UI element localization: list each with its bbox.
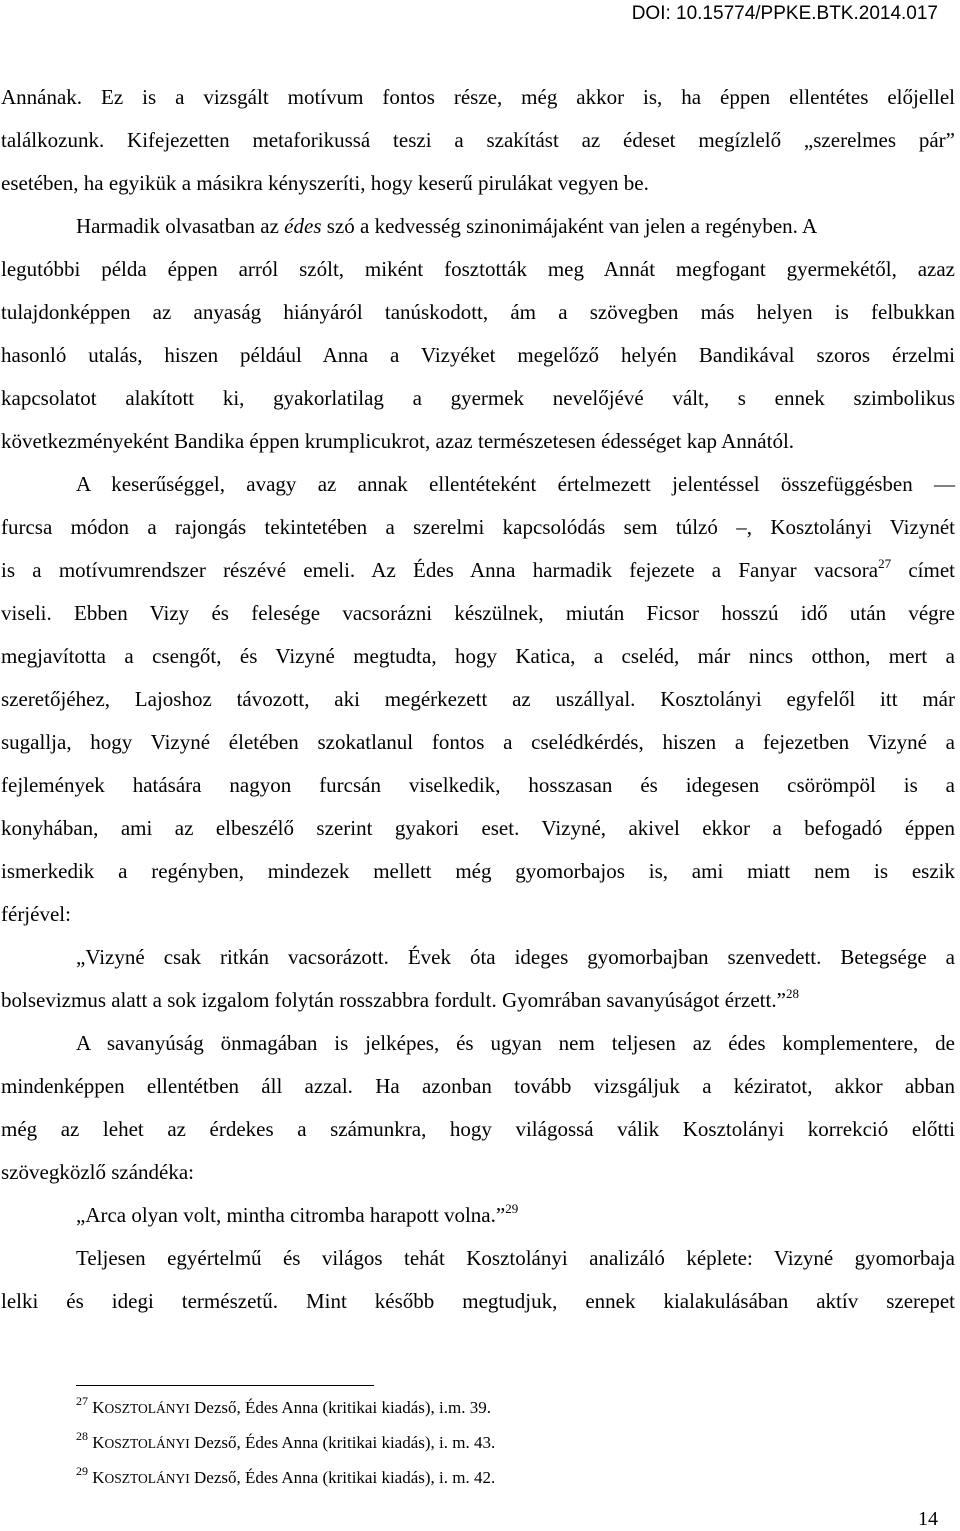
body-line: legutóbbi példa éppen arról szólt, miként fosztották meg Annát megfogant gyermekétől, azaz <box>1 257 955 281</box>
doi-header: DOI: 10.15774/PPKE.BTK.2014.017 <box>631 3 938 24</box>
footnote-ref: 29 <box>505 1201 519 1216</box>
body-line: tulajdonképpen az anyaság hiányáról tanúskodott, ám a szövegben más helyen is felbukkan <box>1 300 955 324</box>
body-text: Harmadik olvasatban az <box>76 214 285 238</box>
footnote-text: Dezső, Édes Anna (kritikai kiadás), i.m. 39. <box>189 1398 491 1417</box>
body-line: szövegközlő szándéka: <box>1 1160 195 1184</box>
body-line: ismerkedik a regényben, mindezek mellett még gyomorbajos is, ami miatt nem is eszik <box>1 859 955 883</box>
body-line: kapcsolatot alakított ki, gyakorlatilag a gyermek nevelőjévé vált, s ennek szimbolikus <box>1 386 955 410</box>
footnote-author <box>92 1398 190 1417</box>
body-line: megjavította a csengőt, és Vizyné megtudta, hogy Katica, a cseléd, már nincs otthon, mert a <box>1 644 955 668</box>
footnote-ref: 28 <box>785 986 799 1001</box>
emphasis: édes <box>284 214 322 238</box>
quote-text: bolsevizmus alatt a sok izgalom folytán rosszabbra fordult. Gyomrában savanyúságot érzett.” <box>1 988 786 1012</box>
footnote <box>76 1394 956 1419</box>
body-line: A keserűséggel, avagy az annak ellentéteként értelmezett jelentéssel összefüggésben — <box>76 472 955 496</box>
body-line: konyhában, ami az elbeszélő szerint gyakori eset. Vizyné, akivel ekkor a befogadó éppen <box>1 816 955 840</box>
body-line: Teljesen egyértelmű és világos tehát Kosztolányi analizáló képlete: Vizyné gyomorbaja <box>76 1246 955 1270</box>
body-line: A savanyúság önmagában is jelképes, és ugyan nem teljesen az édes komplementere, de <box>76 1031 955 1055</box>
page-number: 14 <box>918 1508 938 1530</box>
body-line: férjével: <box>1 902 71 926</box>
footnote-author <box>92 1468 190 1487</box>
quote-text: „Arca olyan volt, mintha citromba harapott volna.” <box>76 1203 506 1227</box>
body-line: Annának. Ez is a vizsgált motívum fontos része, még akkor is, ha éppen ellentétes előjellel <box>1 85 955 109</box>
body-line: furcsa módon a rajongás tekintetében a szerelmi kapcsolódás sem túlzó –, Kosztolányi Vizynét <box>1 515 955 539</box>
footnote-text: Dezső, Édes Anna (kritikai kiadás), i. m. 43. <box>189 1433 496 1452</box>
quote-line <box>76 1202 955 1228</box>
body-line <box>1 557 955 583</box>
body-line: sugallja, hogy Vizyné életében szokatlanul fontos a cselédkérdés, hiszen a fejezetben Vizyné a <box>1 730 955 754</box>
quote-line: „Vizyné csak ritkán vacsorázott. Évek óta ideges gyomorbajban szenvedett. Betegsége a <box>76 945 955 969</box>
footnote-ref: 27 <box>878 556 892 571</box>
author-smallcaps: KOSZTOLÁNYI <box>92 1433 190 1452</box>
body-line: következményeként Bandika éppen krumplicukrot, azaz természetesen édességet kap Annától. <box>1 429 795 453</box>
body-line: fejlemények hatására nagyon furcsán viselkedik, hosszasan és idegesen csörömpöl is a <box>1 773 955 797</box>
body-line: viseli. Ebben Vizy és felesége vacsorázni készülnek, miután Ficsor hosszú idő után végre <box>1 601 955 625</box>
body-line: esetében, ha egyikük a másikra kényszeríti, hogy keserű pirulákat vegyen be. <box>1 171 649 195</box>
quote-line <box>1 987 955 1013</box>
footnote-number: 28 <box>76 1429 88 1443</box>
footnote-text: Dezső, Édes Anna (kritikai kiadás), i. m. 42. <box>189 1468 496 1487</box>
body-line: találkozunk. Kifejezetten metaforikussá teszi a szakítást az édeset megízlelő „szerelmes pár” <box>1 128 955 152</box>
footnote-number: 27 <box>76 1394 88 1408</box>
footnote-number: 29 <box>76 1464 88 1478</box>
footnote-author <box>92 1433 190 1452</box>
body-text: címet <box>891 558 955 582</box>
footnote <box>76 1464 956 1489</box>
footnote-separator <box>76 1385 374 1386</box>
body-line: szeretőjéhez, Lajoshoz távozott, aki megérkezett az uszállyal. Kosztolányi egyfelől itt már <box>1 687 955 711</box>
body-line: még az lehet az érdekes a számunkra, hogy világossá válik Kosztolányi korrekció előtti <box>1 1117 955 1141</box>
body-line <box>76 213 955 239</box>
body-line: hasonló utalás, hiszen például Anna a Vizyéket megelőző helyén Bandikával szoros érzelmi <box>1 343 955 367</box>
footnote <box>76 1429 956 1454</box>
author-smallcaps: KOSZTOLÁNYI <box>92 1468 190 1487</box>
author-smallcaps: KOSZTOLÁNYI <box>92 1398 190 1417</box>
body-line: lelki és idegi természetű. Mint később megtudjuk, ennek kialakulásában aktív szerepet <box>1 1289 955 1313</box>
body-line: mindenképpen ellentétben áll azzal. Ha azonban tovább vizsgáljuk a kéziratot, akkor abban <box>1 1074 955 1098</box>
body-text: is a motívumrendszer részévé emeli. Az Édes Anna harmadik fejezete a Fanyar vacsora <box>1 558 879 582</box>
body-text: szó a kedvesség szinonimájaként van jelen a regényben. A <box>321 214 818 238</box>
